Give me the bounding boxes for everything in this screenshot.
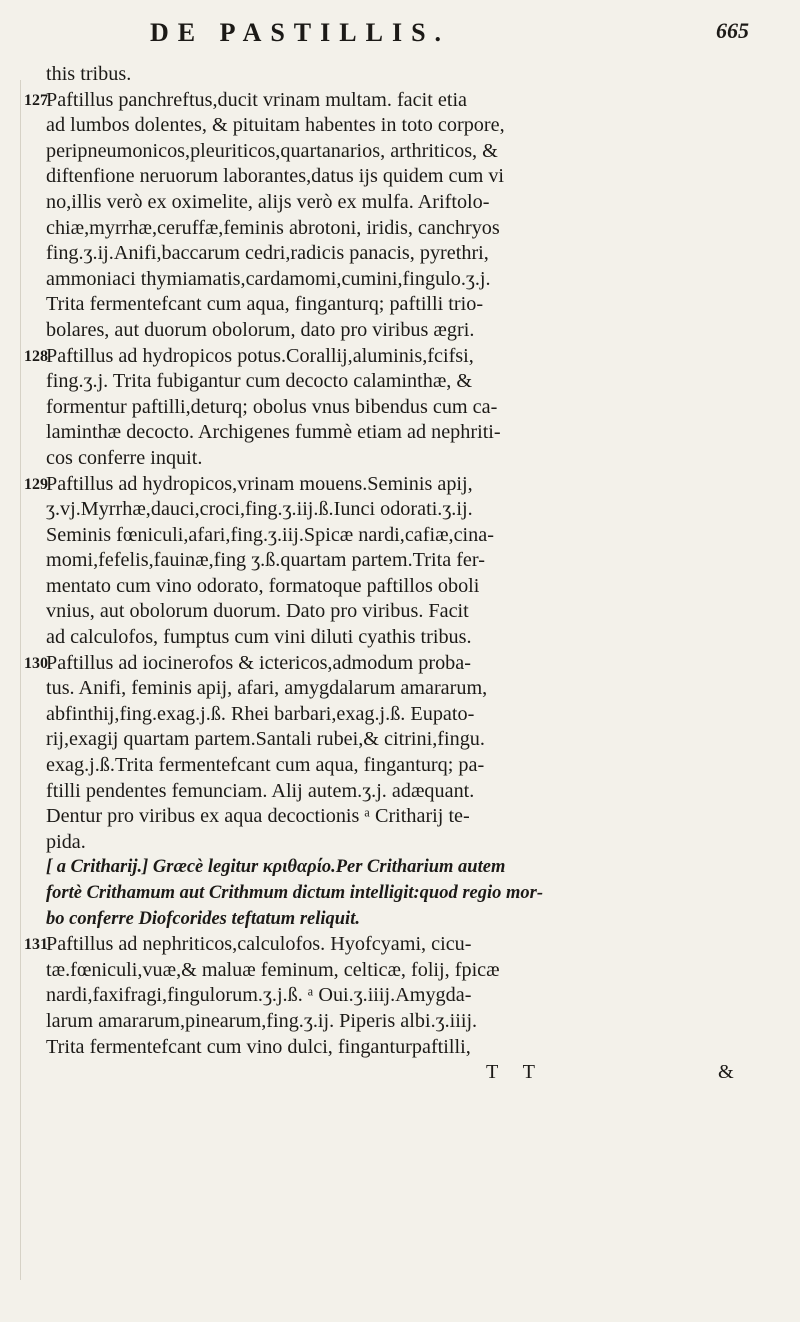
text-line bbox=[24, 472, 766, 498]
text-line bbox=[46, 599, 766, 625]
text-line bbox=[24, 88, 766, 114]
text-block bbox=[24, 62, 766, 1086]
line-text: fing.ʒ.j. Trita fubigantur cum decocto calaminthæ, & bbox=[46, 370, 473, 393]
text-line bbox=[46, 727, 766, 753]
line-text: exag.j.ß.Trita fermentefcant cum aqua, finganturq; pa- bbox=[46, 754, 485, 777]
line-text: ammoniaci thymiamatis,cardamomi,cumini,fingulo.ʒ.j. bbox=[46, 267, 491, 290]
page-gutter-line bbox=[20, 80, 21, 1280]
text-line bbox=[46, 753, 766, 779]
line-text: cos conferre inquit. bbox=[46, 446, 203, 469]
line-text: abfinthij,fing.exag.j.ß. Rhei barbari,exag.j.ß. Eupato- bbox=[46, 702, 475, 725]
page-footer bbox=[46, 1060, 766, 1086]
text-line bbox=[46, 574, 766, 600]
text-line bbox=[46, 958, 766, 984]
text-line bbox=[46, 830, 766, 856]
running-title: DE PASTILLIS. bbox=[150, 18, 451, 47]
line-text: Trita fermentefcant cum aqua, finganturq; paftilli trio- bbox=[46, 293, 484, 316]
signature-mark: T T bbox=[486, 1061, 545, 1084]
text-line bbox=[46, 369, 766, 395]
line-text: bolares, aut duorum obolorum, dato pro viribus ægri. bbox=[46, 318, 475, 341]
text-line bbox=[46, 318, 766, 344]
line-text: tus. Anifi, feminis apij, afari, amygdalarum amararum, bbox=[46, 677, 488, 700]
line-text: fortè Crithamum aut Crithmum dictum intelligit:quod regio mor- bbox=[46, 883, 544, 903]
line-text: Paftillus ad hydropicos potus.Corallij,aluminis,fcifsi, bbox=[46, 344, 474, 367]
line-text: Dentur pro viribus ex aqua decoctionis ᵃ Critharij te- bbox=[46, 805, 470, 828]
line-text: Paftillus ad iocinerofos & ictericos,admodum proba- bbox=[46, 651, 471, 674]
line-text: Trita fermentefcant cum vino dulci, finganturpaftilli, bbox=[46, 1035, 471, 1058]
text-line bbox=[46, 216, 766, 242]
line-text: pida. bbox=[46, 830, 86, 853]
text-line bbox=[46, 62, 766, 88]
page-number: 665 bbox=[716, 18, 749, 43]
recipe-number: 129 bbox=[24, 475, 48, 493]
line-text: laminthæ decocto. Archigenes fummè etiam ad nephriti- bbox=[46, 421, 501, 444]
line-text: Seminis fœniculi,afari,fing.ʒ.iij.Spicæ nardi,cafiæ,cina- bbox=[46, 523, 494, 546]
line-text: larum amararum,pinearum,fing.ʒ.ij. Piperis albi.ʒ.iiij. bbox=[46, 1009, 478, 1032]
text-line bbox=[46, 241, 766, 267]
text-line bbox=[46, 804, 766, 830]
line-text: this tribus. bbox=[46, 63, 132, 85]
line-text: momi,fefelis,fauinæ,fing ʒ.ß.quartam partem.Trita fer- bbox=[46, 549, 485, 572]
line-text: vnius, aut obolorum duorum. Dato pro viribus. Facit bbox=[46, 600, 469, 623]
text-line bbox=[46, 548, 766, 574]
line-text: chiæ,myrrhæ,ceruffæ,feminis abrotoni, iridis, canchryos bbox=[46, 216, 500, 239]
line-text: tæ.fœniculi,vuæ,& maluæ feminum, celticæ, folij, fpicæ bbox=[46, 958, 500, 981]
text-line bbox=[46, 446, 766, 472]
recipe-number: 127 bbox=[24, 91, 48, 109]
text-line bbox=[46, 523, 766, 549]
text-line bbox=[46, 983, 766, 1009]
line-text: ad lumbos dolentes, & pituitam habentes in toto corpore, bbox=[46, 114, 505, 137]
line-text: diftenfione neruorum laborantes,datus ijs quidem cum vi bbox=[46, 165, 505, 188]
text-line bbox=[46, 190, 766, 216]
line-text: Paftillus panchreftus,ducit vrinam multam. facit etia bbox=[46, 88, 468, 111]
text-line bbox=[24, 651, 766, 677]
recipe-number: 128 bbox=[24, 347, 48, 365]
text-line bbox=[46, 267, 766, 293]
text-line bbox=[46, 676, 766, 702]
line-text: fing.ʒ.ij.Anifi,baccarum cedri,radicis panacis, pyrethri, bbox=[46, 242, 489, 265]
line-text: peripneumonicos,pleuriticos,quartanarios, arthriticos, & bbox=[46, 139, 498, 162]
note-line bbox=[46, 855, 766, 881]
recipe-number: 130 bbox=[24, 654, 48, 672]
catchword: & bbox=[718, 1061, 734, 1084]
text-line bbox=[46, 497, 766, 523]
text-line bbox=[46, 625, 766, 651]
line-text: ʒ.vj.Myrrhæ,dauci,croci,fing.ʒ.iij.ß.Iunci odorati.ʒ.ij. bbox=[46, 498, 473, 521]
text-line bbox=[24, 344, 766, 370]
page-header bbox=[0, 0, 800, 60]
text-line bbox=[46, 702, 766, 728]
text-line bbox=[46, 1035, 766, 1061]
line-text: ad calculofos, fumptus cum vini diluti cyathis tribus. bbox=[46, 626, 472, 649]
line-text: ftilli pendentes femunciam. Alij autem.ʒ.j. adæquant. bbox=[46, 779, 475, 802]
note-line bbox=[46, 881, 766, 907]
text-line bbox=[46, 1009, 766, 1035]
recipe-number: 131 bbox=[24, 936, 48, 954]
line-text: mentato cum vino odorato, formatoque paftillos oboli bbox=[46, 574, 480, 597]
line-text: Paftillus ad nephriticos,calculofos. Hyofcyami, cicu- bbox=[46, 933, 472, 956]
text-line bbox=[46, 779, 766, 805]
line-text: rij,exagij quartam partem.Santali rubei,& citrini,fingu. bbox=[46, 728, 485, 751]
line-text: Paftillus ad hydropicos,vrinam mouens.Seminis apij, bbox=[46, 472, 473, 495]
line-text: no,illis verò ex oximelite, alijs verò ex mulfa. Ariftolo- bbox=[46, 190, 490, 213]
note-line bbox=[46, 907, 766, 933]
text-line bbox=[46, 139, 766, 165]
text-line bbox=[24, 932, 766, 958]
text-line bbox=[46, 292, 766, 318]
text-line bbox=[46, 395, 766, 421]
text-line bbox=[46, 420, 766, 446]
line-text: [ a Critharij.] Græcè legitur κριθαρίο.Per Critharium autem bbox=[46, 857, 506, 878]
text-line bbox=[46, 113, 766, 139]
text-line bbox=[46, 164, 766, 190]
line-text: bo conferre Diofcorides teftatum reliquit. bbox=[46, 908, 360, 929]
line-text: formentur paftilli,deturq; obolus vnus bibendus cum ca- bbox=[46, 395, 498, 418]
line-text: nardi,faxifragi,fingulorum.ʒ.j.ß. ᵃ Oui.ʒ.iiij.Amygda- bbox=[46, 984, 472, 1007]
